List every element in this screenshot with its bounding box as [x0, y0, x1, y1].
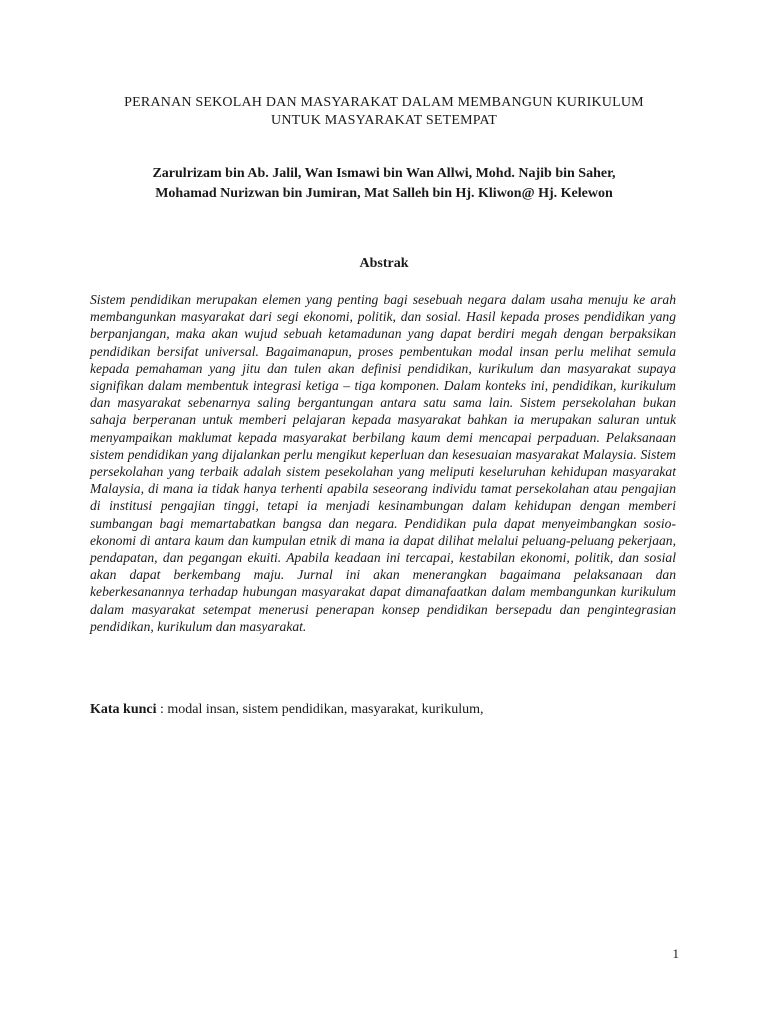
paper-title-line-2: UNTUK MASYARAKAT SETEMPAT: [271, 113, 497, 128]
keywords-text: : modal insan, sistem pendidikan, masyarakat, kurikulum,: [156, 702, 484, 717]
author-line-2: Mohamad Nurizwan bin Jumiran, Mat Salleh bin Hj. Kliwon@ Hj. Kelewon: [155, 186, 613, 201]
paper-title: [70, 94, 698, 130]
keywords-label: Kata kunci: [90, 702, 157, 717]
abstract-heading: Abstrak: [359, 256, 409, 271]
page-number: 1: [672, 946, 679, 961]
paper-title-line-1: PERANAN SEKOLAH DAN MASYARAKAT DALAM MEMBANGUN KURIKULUM: [124, 95, 644, 110]
abstract-body: Sistem pendidikan merupakan elemen yang penting bagi sesebuah negara dalam usaha menuju ke arah membangunkan masyarakat dari segi ekonomi, politik, dan sosial. Hasil kepada proses pendidikan yang berpanjangan, maka akan wujud sebuah ketamadunan yang dapat berdiri megah dengan berpaksikan pendidikan bersifat universal. Bagaimanapun, proses pembentukan modal insan perlu melihat semula kepada pemahaman yang jitu dan tulen akan definisi pendidikan, kurikulum dan masyarakat supaya signifikan dalam membentuk integrasi ketiga – tiga komponen. Dalam konteks ini, pendidikan, kurikulum dan masyarakat sebenarnya saling bergantungan antara satu sama lain. Sistem persekolahan bukan sahaja berperanan untuk memberi pelajaran kepada masyarakat bahkan ia merupakan saluran untuk menyampaikan maklumat kepada masyarakat berbilang kaum demi mencapai perpaduan. Pelaksanaan sistem pendidikan yang dijalankan perlu mengikut keperluan dan kesesuaian masyarakat Malaysia. Sistem persekolahan yang terbaik adalah sistem pesekolahan yang meliputi keseluruhan kehidupan masyarakat Malaysia, di mana ia tidak hanya terhenti apabila seseorang individu tamat persekolahan atau pengajian di institusi pengajian tinggi, tetapi ia menjadi kesinambungan dalam kehidupan dengan memberi sumbangan bagi memartabatkan bangsa dan negara. Pendidikan pula dapat menyeimbangkan sosio-ekonomi di antara kaum dan kumpulan etnik di mana ia dapat dilihat melalui peluang-peluang pekerjaan, pendapatan, dan pegangan ekuiti. Apabila keadaan ini tercapai, kestabilan ekonomi, politik, dan sosial akan dapat berkembang maju. Jurnal ini akan menerangkan bagaimana pelaksanaan dan keberkesanannya terhadap hubungan masyarakat dapat dimanafaatkan dalam membangunkan kurikulum dalam masyarakat setempat menerusi penerapan konsep pendidikan bersepadu dan pengintegrasian pendidikan, kurikulum dan masyarakat.: [90, 292, 676, 634]
keywords: [90, 701, 676, 719]
author-list: [70, 164, 698, 204]
author-line-1: Zarulrizam bin Ab. Jalil, Wan Ismawi bin Wan Allwi, Mohd. Najib bin Saher,: [152, 166, 616, 181]
